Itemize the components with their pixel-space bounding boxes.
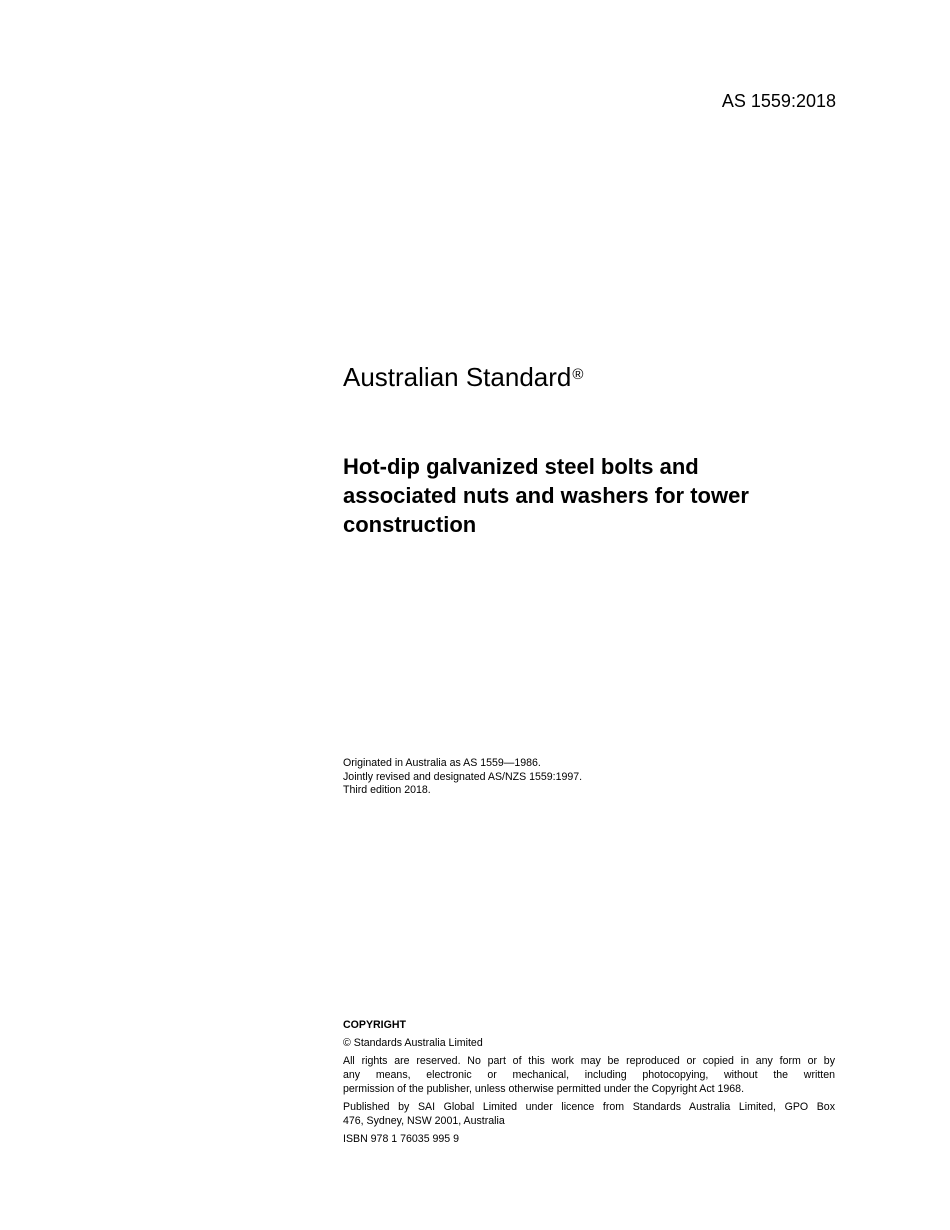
document-number: AS 1559:2018 — [721, 91, 836, 111]
registered-mark: ® — [572, 366, 584, 383]
copyright-heading: COPYRIGHT — [343, 1019, 406, 1031]
copyright-owner: © Standards Australia Limited — [343, 1037, 483, 1049]
isbn: ISBN 978 1 76035 995 9 — [343, 1133, 460, 1145]
publisher-statement — [343, 1100, 835, 1128]
title-line: construction — [343, 512, 477, 537]
history-line: Originated in Australia as AS 1559—1986. — [343, 757, 541, 769]
publisher-line: Published by SAI Global Limited under licence from Standards Australia Limited, GPO Box — [343, 1101, 835, 1113]
rights-line: any means, electronic or mechanical, including photocopying, without the written — [343, 1069, 835, 1081]
rights-line: permission of the publisher, unless otherwise permitted under the Copyright Act 1968. — [343, 1083, 745, 1095]
rights-line: All rights are reserved. No part of this work may be reproduced or copied in any form or by — [343, 1055, 835, 1067]
title-line: Hot-dip galvanized steel bolts and — [343, 454, 699, 479]
history-line: Jointly revised and designated AS/NZS 1559:1997. — [343, 770, 583, 783]
publisher-line: 476, Sydney, NSW 2001, Australia — [343, 1115, 505, 1127]
standard-label — [343, 361, 583, 393]
rights-statement — [343, 1054, 835, 1096]
copyright-block — [343, 1018, 835, 1150]
standard-label-text: Australian Standard — [343, 362, 572, 392]
edition-history — [343, 757, 582, 798]
history-line: Third edition 2018. — [343, 784, 431, 796]
title-line: associated nuts and washers for tower — [343, 483, 749, 508]
document-title — [343, 452, 843, 539]
